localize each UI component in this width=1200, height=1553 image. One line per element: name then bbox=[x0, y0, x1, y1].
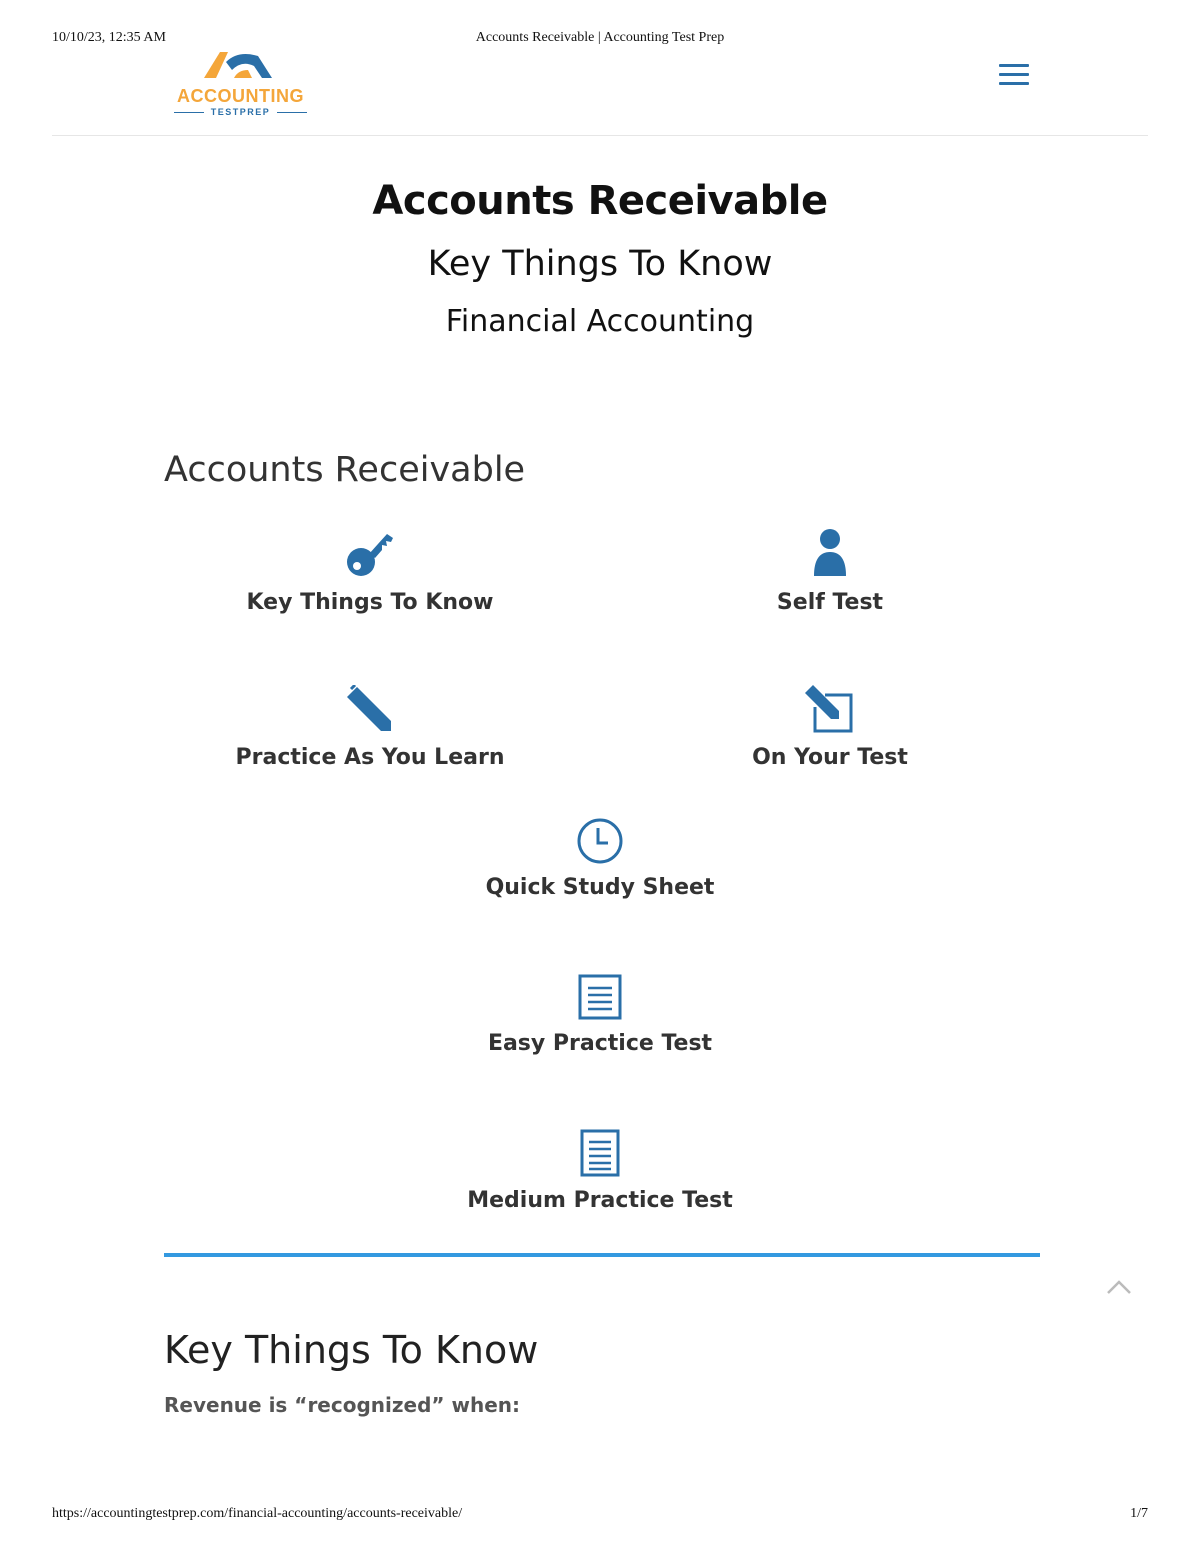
logo-name: ACCOUNTING bbox=[177, 86, 304, 106]
section-divider bbox=[164, 1253, 1040, 1257]
nav-label: Practice As You Learn bbox=[235, 745, 505, 770]
nav-self-test[interactable] bbox=[700, 528, 960, 615]
nav-label: Key Things To Know bbox=[246, 590, 494, 615]
pencil-icon bbox=[345, 685, 395, 735]
logo-mark-icon bbox=[168, 48, 313, 88]
nav-label: Self Test bbox=[776, 590, 884, 615]
clock-icon bbox=[576, 817, 624, 865]
header-divider bbox=[52, 135, 1148, 136]
page-title: Accounts Receivable bbox=[372, 178, 828, 224]
nav-label: Medium Practice Test bbox=[467, 1188, 733, 1213]
nav-label: On Your Test bbox=[752, 745, 908, 770]
nav-label: Easy Practice Test bbox=[487, 1031, 713, 1056]
document-icon bbox=[576, 973, 624, 1021]
nav-quick-study-sheet[interactable] bbox=[450, 817, 750, 900]
user-icon bbox=[805, 528, 855, 580]
site-logo[interactable] bbox=[168, 48, 313, 120]
nav-practice-as-you-learn[interactable] bbox=[220, 685, 520, 770]
print-header bbox=[52, 30, 1148, 50]
print-page-title: Accounts Receivable | Accounting Test Prep bbox=[475, 30, 725, 45]
print-page-number: 1/7 bbox=[1130, 1506, 1148, 1521]
print-url: https://accountingtestprep.com/financial-accounting/accounts-receivable/ bbox=[52, 1506, 463, 1521]
nav-medium-practice-test[interactable] bbox=[450, 1128, 750, 1213]
nav-easy-practice-test[interactable] bbox=[450, 973, 750, 1056]
scroll-to-top-icon[interactable] bbox=[1104, 1273, 1134, 1299]
nav-on-your-test[interactable] bbox=[700, 685, 960, 770]
hamburger-menu-icon[interactable] bbox=[996, 60, 1032, 90]
logo-sub: TESTPREP bbox=[210, 107, 271, 117]
print-datetime: 10/10/23, 12:35 AM bbox=[52, 30, 166, 45]
page-category: Financial Accounting bbox=[445, 304, 755, 339]
key-icon bbox=[345, 528, 395, 580]
nav-key-things[interactable] bbox=[240, 528, 500, 615]
section-heading: Accounts Receivable bbox=[164, 450, 526, 490]
document-icon bbox=[576, 1128, 624, 1178]
key-things-intro: Revenue is “recognized” when: bbox=[164, 1393, 521, 1417]
page-subtitle: Key Things To Know bbox=[427, 244, 773, 284]
nav-label: Quick Study Sheet bbox=[485, 875, 715, 900]
edit-square-icon bbox=[805, 685, 855, 735]
print-footer bbox=[52, 1506, 1148, 1526]
key-things-heading: Key Things To Know bbox=[164, 1328, 539, 1372]
